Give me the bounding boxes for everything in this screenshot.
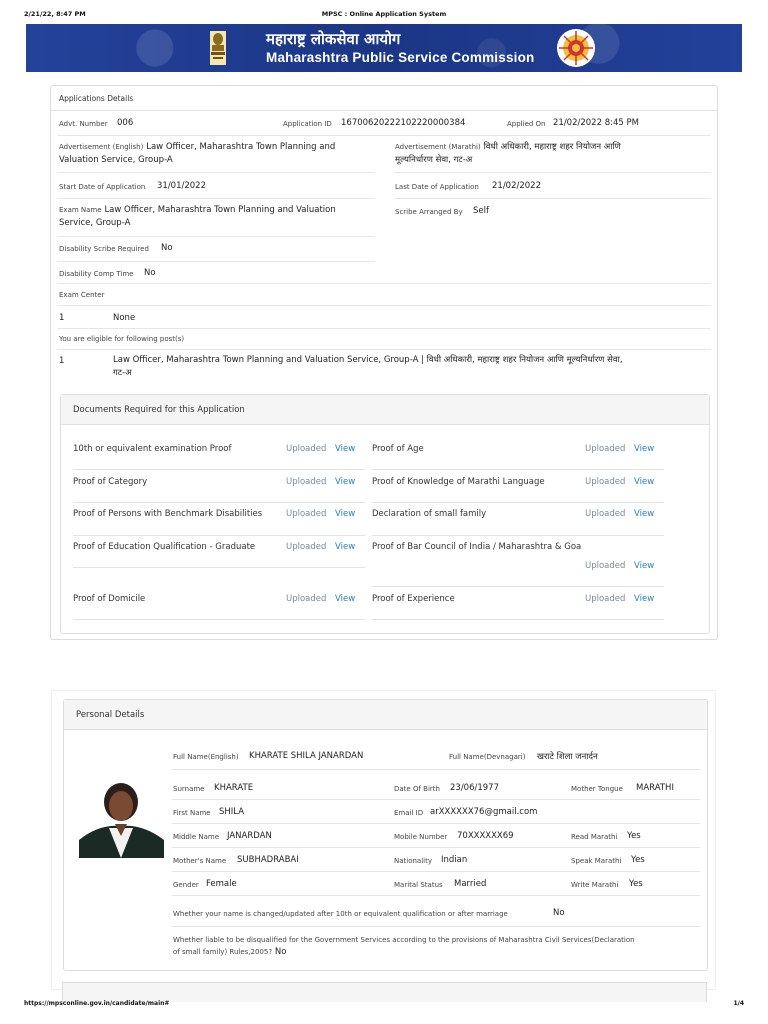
documents-panel — [60, 394, 710, 634]
scribe-value: Self — [473, 206, 489, 216]
mpsc-banner — [26, 24, 742, 72]
disqualification-label-1: Whether liable to be disqualified for the Government Services according to the provisions of Maharashtra Civil Services(Declaration — [173, 936, 635, 944]
view-document-link[interactable]: View — [634, 477, 655, 487]
doc-name: 10th or equivalent examination Proof — [73, 444, 232, 454]
start-date-value: 31/01/2022 — [157, 181, 206, 191]
doc-name: Proof of Bar Council of India / Maharashtra & Goa — [372, 542, 582, 552]
personal-details-panel — [63, 699, 708, 971]
fullname-dev-value: खराटे शिला जनार्दन — [537, 752, 598, 762]
doc-status-uploaded: Uploaded — [585, 509, 626, 519]
adv-english-value-2: Valuation Service, Group-A — [59, 155, 173, 165]
view-document-link[interactable]: View — [335, 594, 356, 604]
personal-details-section — [51, 690, 716, 990]
doc-status-uploaded: Uploaded — [286, 444, 327, 454]
disability-comp-value: No — [144, 268, 156, 278]
fullname-en-label: Full Name(English) — [173, 753, 239, 761]
fullname-dev-label: Full Name(Devnagari) — [449, 753, 526, 761]
applied-on-value: 21/02/2022 8:45 PM — [553, 118, 639, 128]
print-datetime: 2/21/22, 8:47 PM — [24, 10, 86, 18]
exam-name-value-2: Service, Group-A — [59, 218, 131, 228]
adv-marathi-value-1: विधी अधिकारी, महाराष्ट्र शहर नियोजन आणि — [483, 142, 621, 152]
doc-status-uploaded: Uploaded — [286, 542, 327, 552]
eligible-post-number: 1 — [59, 356, 65, 366]
banner-title-english: Maharashtra Public Service Commission — [266, 50, 535, 65]
application-details-panel — [50, 85, 718, 640]
start-date-label: Start Date of Application — [59, 183, 146, 191]
exam-center-value: None — [113, 313, 136, 323]
print-page-title: MPSC : Online Application System — [321, 10, 447, 18]
nationality-value: Indian — [441, 855, 468, 865]
write-marathi-label: Write Marathi — [571, 881, 619, 889]
gender-label: Gender — [173, 881, 199, 889]
mobile-value: 70XXXXXX69 — [457, 831, 514, 841]
next-section-header — [62, 982, 707, 1002]
read-marathi-value: Yes — [627, 831, 641, 841]
application-id-value: 16700620222102220000384 — [341, 118, 466, 128]
print-page-number: 1/4 — [733, 1000, 744, 1007]
middle-name-value: JANARDAN — [227, 831, 272, 841]
doc-name: Proof of Domicile — [73, 594, 146, 604]
marital-status-label: Marital Status — [394, 881, 443, 889]
read-marathi-label: Read Marathi — [571, 833, 618, 841]
disqualification-question — [173, 934, 703, 958]
view-document-link[interactable]: View — [335, 542, 356, 552]
name-changed-label: Whether your name is changed/updated after 10th or equivalent qualification or after marriage — [173, 910, 508, 918]
adv-english-value-1: Law Officer, Maharashtra Town Planning and — [146, 142, 336, 152]
mother-name-label: Mother's Name — [173, 857, 227, 865]
print-header — [24, 10, 744, 22]
dob-value: 23/06/1977 — [450, 783, 499, 793]
doc-status-uploaded: Uploaded — [286, 594, 327, 604]
mpsc-logo-icon — [556, 28, 596, 68]
dob-label: Date Of Birth — [394, 785, 440, 793]
view-document-link[interactable]: View — [335, 444, 356, 454]
view-document-link[interactable]: View — [335, 509, 356, 519]
personal-details-title: Personal Details — [76, 710, 145, 720]
view-document-link[interactable]: View — [634, 444, 655, 454]
advt-number-value: 006 — [117, 118, 134, 128]
disqualification-label-2: of small family) Rules,2005? — [173, 948, 273, 956]
view-document-link[interactable]: View — [634, 561, 655, 571]
speak-marathi-label: Speak Marathi — [571, 857, 622, 865]
print-footer — [24, 1000, 744, 1012]
doc-status-uploaded: Uploaded — [286, 477, 327, 487]
speak-marathi-value: Yes — [631, 855, 645, 865]
adv-marathi-label: Advertisement (Marathi) — [395, 143, 481, 151]
mother-tongue-value: MARATHI — [636, 783, 674, 793]
doc-name: Proof of Knowledge of Marathi Language — [372, 477, 545, 487]
advertisement-marathi — [395, 141, 715, 167]
candidate-photo — [79, 776, 164, 858]
email-label: Email ID — [394, 809, 424, 817]
disability-scribe-label: Disability Scribe Required — [59, 245, 149, 253]
last-date-label: Last Date of Application — [395, 183, 479, 191]
marital-status-value: Married — [454, 879, 487, 889]
scribe-label: Scribe Arranged By — [395, 208, 463, 216]
exam-center-label: Exam Center — [59, 291, 105, 299]
mobile-label: Mobile Number — [394, 833, 448, 841]
advertisement-english — [59, 141, 379, 167]
disability-comp-label: Disability Comp Time — [59, 270, 134, 278]
eligible-post-value — [113, 354, 713, 380]
middle-name-label: Middle Name — [173, 833, 219, 841]
email-value: arXXXXXX76@gmail.com — [430, 807, 538, 817]
gender-value: Female — [206, 879, 237, 889]
first-name-value: SHILA — [219, 807, 245, 817]
doc-status-uploaded: Uploaded — [286, 509, 327, 519]
doc-name: Proof of Education Qualification - Graduate — [73, 542, 256, 552]
applied-on-label: Applied On — [507, 120, 546, 128]
personal-details-header — [64, 700, 707, 730]
eligible-post-text-2: गट-अ — [113, 368, 132, 378]
doc-name: Declaration of small family — [372, 509, 487, 519]
doc-name: Proof of Experience — [372, 594, 455, 604]
view-document-link[interactable]: View — [634, 509, 655, 519]
documents-title: Documents Required for this Application — [73, 405, 245, 415]
banner-title-marathi: महाराष्ट्र लोकसेवा आयोग — [266, 30, 401, 48]
adv-english-label: Advertisement (English) — [59, 143, 144, 151]
doc-status-uploaded: Uploaded — [585, 561, 626, 571]
doc-status-uploaded: Uploaded — [585, 594, 626, 604]
exam-name-label: Exam Name — [59, 206, 102, 214]
surname-value: KHARATE — [214, 783, 254, 793]
last-date-value: 21/02/2022 — [492, 181, 541, 191]
doc-status-uploaded: Uploaded — [585, 444, 626, 454]
print-url: https://mpsconline.gov.in/candidate/main# — [24, 1000, 170, 1007]
view-document-link[interactable]: View — [335, 477, 356, 487]
name-changed-value: No — [553, 908, 565, 918]
doc-name: Proof of Age — [372, 444, 424, 454]
exam-name-value-1: Law Officer, Maharashtra Town Planning and Valuation — [104, 205, 336, 215]
application-details-title: Applications Details — [59, 94, 134, 103]
nationality-label: Nationality — [394, 857, 433, 865]
view-document-link[interactable]: View — [634, 594, 655, 604]
application-id-label: Application ID — [283, 120, 332, 128]
first-name-label: First Name — [173, 809, 211, 817]
exam-name — [59, 204, 379, 230]
doc-name: Proof of Persons with Benchmark Disabilities — [73, 509, 263, 519]
fullname-en-value: KHARATE SHILA JANARDAN — [249, 751, 364, 761]
doc-name: Proof of Category — [73, 477, 148, 487]
adv-marathi-value-2: मूल्यनिर्धारण सेवा, गट-अ — [395, 155, 473, 165]
mother-tongue-label: Mother Tongue — [571, 785, 623, 793]
surname-label: Surname — [173, 785, 205, 793]
mother-name-value: SUBHADRABAI — [237, 855, 299, 865]
doc-status-uploaded: Uploaded — [585, 477, 626, 487]
write-marathi-value: Yes — [629, 879, 643, 889]
exam-center-number: 1 — [59, 313, 65, 323]
documents-header — [61, 395, 709, 425]
national-emblem-icon — [207, 31, 229, 65]
disability-scribe-value: No — [161, 243, 173, 253]
eligible-post-text-1: Law Officer, Maharashtra Town Planning and Valuation Service, Group-A | विधी अधिकारी, महाराष्ट्र शहर नियोजन आणि मूल्यनिर्धारण सेवा, — [113, 355, 623, 365]
eligible-posts-label: You are eligible for following post(s) — [59, 335, 185, 343]
disqualification-value: No — [274, 947, 287, 957]
advt-number-label: Advt. Number — [59, 120, 108, 128]
